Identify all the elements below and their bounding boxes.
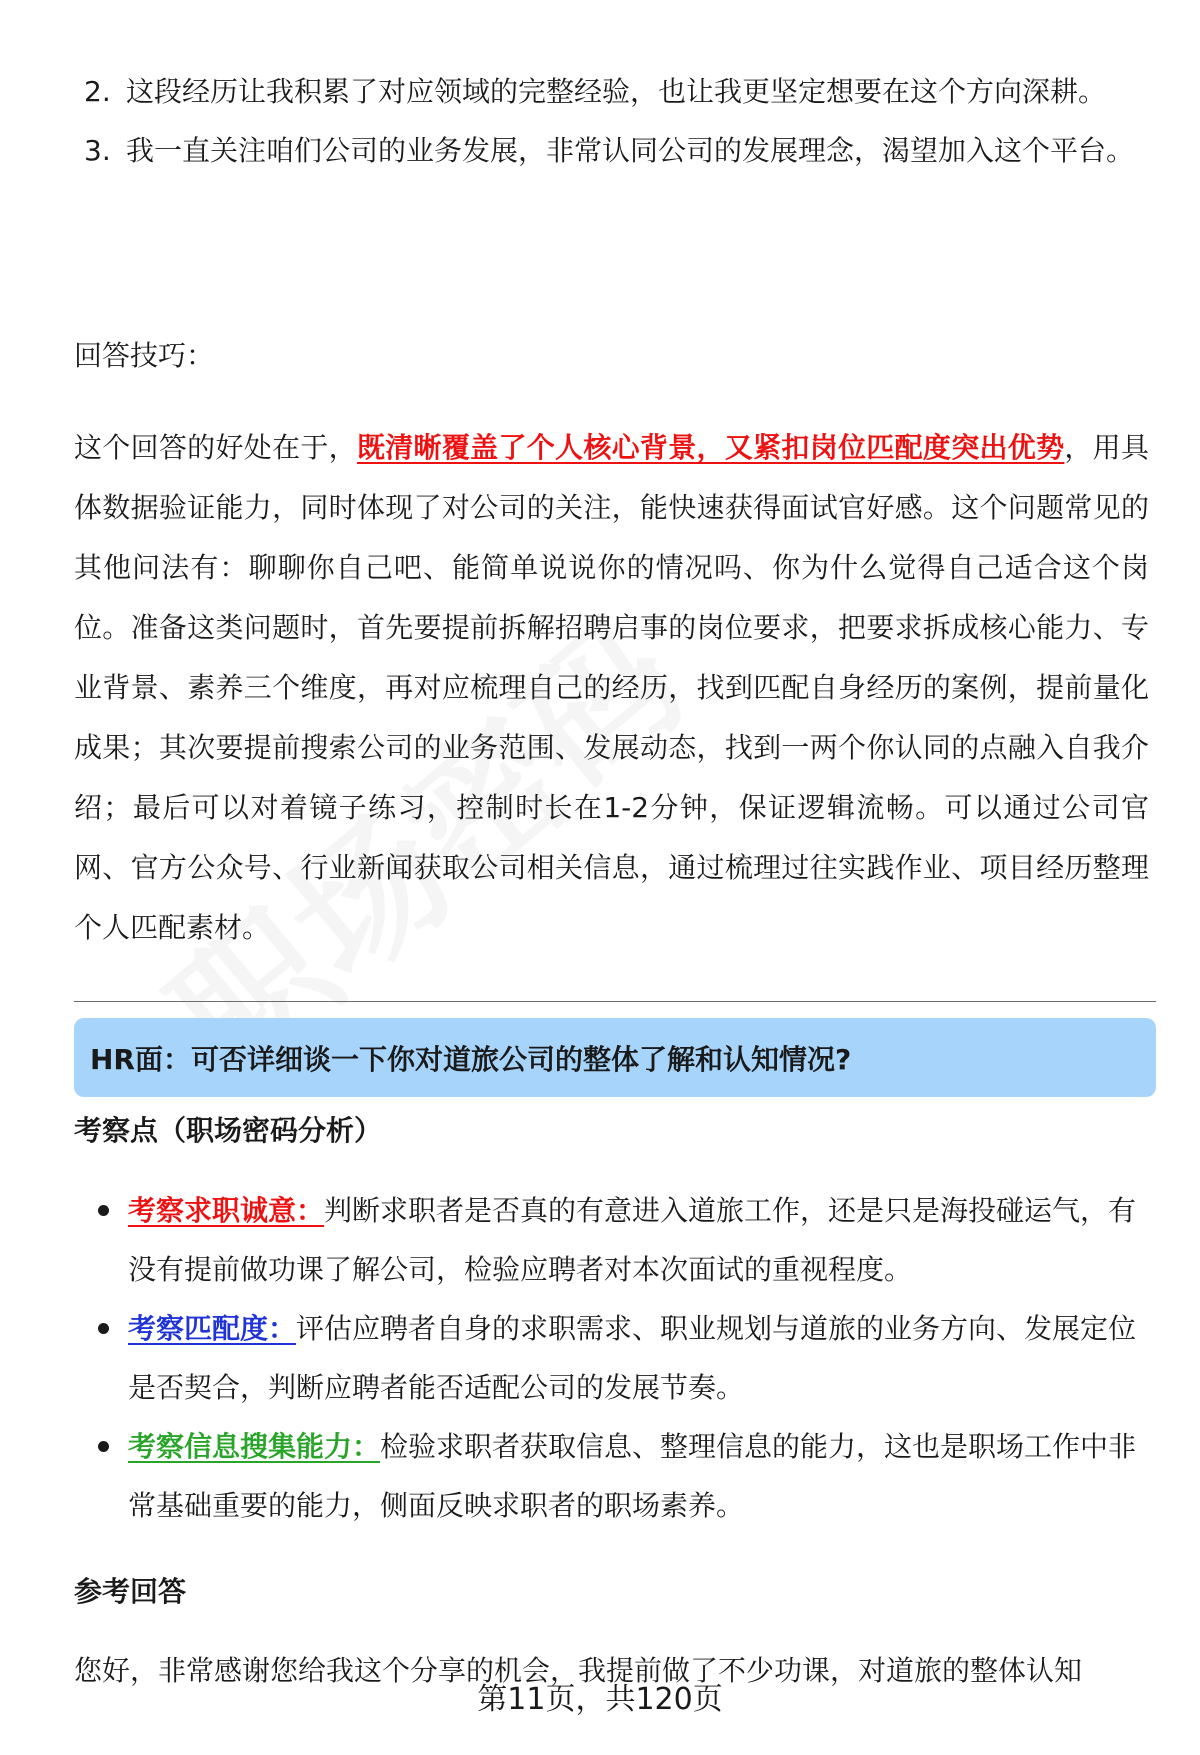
- list-item: [96, 1299, 1156, 1417]
- list-item: [74, 121, 1144, 180]
- point-key: 考察求职诚意：: [128, 1194, 325, 1227]
- point-content: [128, 1181, 1156, 1299]
- tips-highlight: 既清晰覆盖了个人核心背景，又紧扣岗位匹配度突出优势: [356, 431, 1065, 464]
- points-heading: 考察点（职场密码分析）: [74, 1114, 383, 1147]
- item-number: 3.: [84, 134, 111, 167]
- section-divider: [74, 1001, 1156, 1002]
- item-number: 2.: [84, 75, 111, 108]
- tips-text-after: ，用具体数据验证能力，同时体现了对公司的关注，能快速获得面试官好感。这个问题常见的其他问法有：聊聊你自己吧、能简单说说你的情况吗、你为什么觉得自己适合这个岗位。准备这类问题时，首先要提前拆解招聘启事的岗位要求，把要求拆成核心能力、专业背景、素养三个维度，再对应梳理自己的经历，找到匹配自身经历的案例，提前量化成果；其次要提前搜索公司的业务范围、发展动态，找到一两个你认同的点融入自我介绍；最后可以对着镜子练习，控制时长在1-2分钟，保证逻辑流畅。可以通过公司官网、官方公众号、行业新闻获取公司相关信息，通过梳理过往实践作业、项目经历整理个人匹配素材。: [74, 431, 1149, 944]
- question-banner: [74, 1018, 1156, 1097]
- point-content: [128, 1299, 1156, 1417]
- bullet-icon: [96, 1181, 128, 1299]
- item-text: 我一直关注咱们公司的业务发展，非常认同公司的发展理念，渴望加入这个平台。: [126, 134, 1135, 167]
- answer-heading: 参考回答: [74, 1575, 187, 1608]
- numbered-list: [74, 62, 1144, 180]
- point-text: 判断求职者是否真的有意进入道旅工作，还是只是海投碰运气，有没有提前做功课了解公司，检验应聘者对本次面试的重视程度。: [128, 1194, 1137, 1286]
- list-item: [96, 1181, 1156, 1299]
- list-item: [74, 62, 1144, 121]
- point-text: 评估应聘者自身的求职需求、职业规划与道旅的业务方向、发展定位是否契合，判断应聘者能否适配公司的发展节奏。: [128, 1312, 1137, 1404]
- answer-text: 您好，非常感谢您给我这个分享的机会，我提前做了不少功课，对道旅的整体认知: [74, 1654, 1083, 1687]
- point-content: [128, 1417, 1156, 1535]
- tips-label: 回答技巧：: [74, 339, 215, 372]
- page-number: 第11页，共120页: [477, 1682, 723, 1717]
- point-text: 检验求职者获取信息、整理信息的能力，这也是职场工作中非常基础重要的能力，侧面反映求职者的职场素养。: [128, 1430, 1137, 1522]
- point-key: 考察信息搜集能力：: [128, 1430, 381, 1463]
- tips-text-before: 这个回答的好处在于，: [74, 431, 357, 464]
- list-item: [96, 1417, 1156, 1535]
- assessment-points-list: [96, 1181, 1156, 1535]
- point-key: 考察匹配度：: [128, 1312, 297, 1345]
- question-text: HR面：可否详细谈一下你对道旅公司的整体了解和认知情况?: [90, 1042, 852, 1076]
- bullet-icon: [96, 1299, 128, 1417]
- item-text: 这段经历让我积累了对应领域的完整经验，也让我更坚定想要在这个方向深耕。: [126, 75, 1107, 108]
- bullet-icon: [96, 1417, 128, 1535]
- tips-paragraph: [74, 418, 1149, 958]
